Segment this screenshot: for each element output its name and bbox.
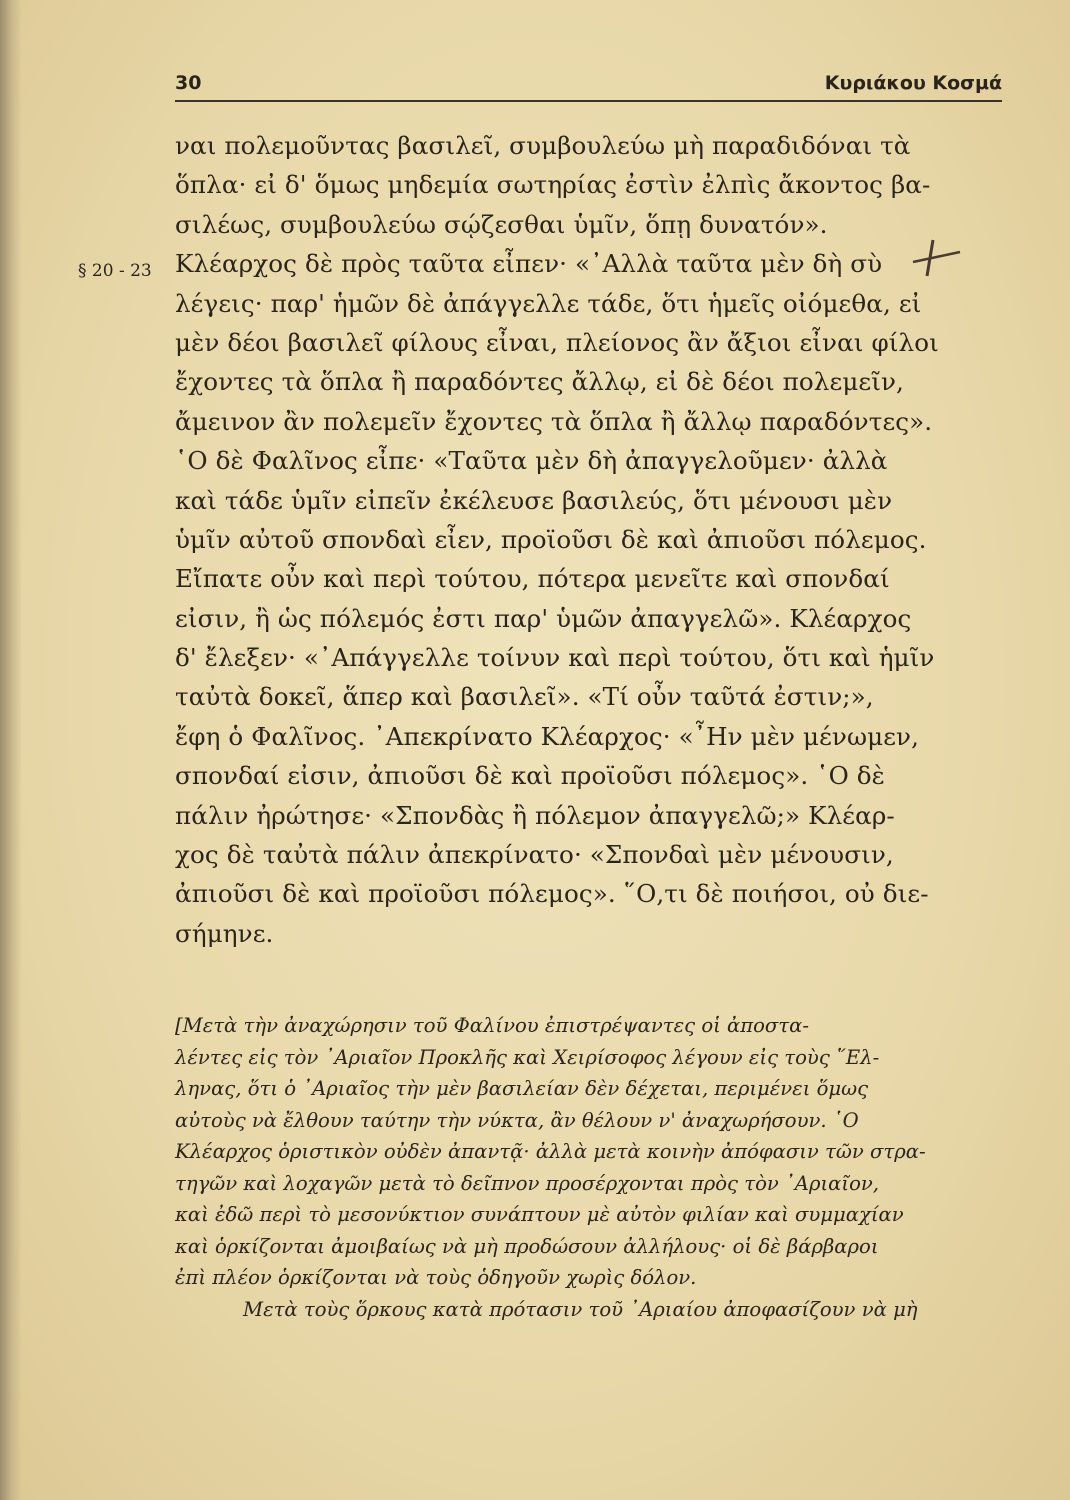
text-line: δ' ἔλεξεν· «᾿Απάγγελλε τοίνυν καὶ περὶ τούτου, ὅτι καὶ ἡμῖν xyxy=(175,643,935,673)
text-line: ἀπιοῦσι δὲ καὶ προϊοῦσι πόλεμος». ῞Ο,τι δὲ ποιήσοι, οὐ διε- xyxy=(175,879,929,909)
text-line: ἄμεινον ἂν πολεμεῖν ἔχοντες τὰ ὅπλα ἢ ἄλλῳ παραδόντες». xyxy=(175,406,933,436)
note-line: Μετὰ τοὺς ὅρκους κατὰ πρότασιν τοῦ ᾿Αριαίου ἀποφασίζουν νὰ μὴ xyxy=(243,1297,918,1321)
text-line: μὲν δέοι βασιλεῖ φίλους εἶναι, πλείονος ἂν ἄξιοι εἶναι φίλοι xyxy=(175,327,939,357)
text-line: ῾Ο δὲ Φαλῖνος εἶπε· «Ταῦτα μὲν δὴ ἀπαγγελοῦμεν· ἀλλὰ xyxy=(175,446,888,476)
text-line: σιλέως, συμβουλεύω σῴζεσθαι ὑμῖν, ὅπῃ δυνατόν». xyxy=(175,209,828,239)
text-line: ναι πολεμοῦντας βασιλεῖ, συμβουλεύω μὴ παραδιδόναι τὰ xyxy=(175,131,911,160)
note-line: [Μετὰ τὴν ἀναχώρησιν τοῦ Φαλίνου ἐπιστρέψαντες οἱ ἀποστα- xyxy=(175,1014,810,1037)
text-line: σπονδαί εἰσιν, ἀπιοῦσι δὲ καὶ προϊοῦσι πόλεμος». ῾Ο δὲ xyxy=(175,761,885,791)
text-line: Κλέαρχος δὲ πρὸς ταῦτα εἶπεν· «᾿Αλλὰ ταῦτα μὲν δὴ σὺ xyxy=(175,249,883,279)
text-line: ἔχοντες τὰ ὅπλα ἢ παραδόντες ἄλλῳ, εἰ δὲ δέοι πολεμεῖν, xyxy=(175,367,904,397)
page-number: 30 xyxy=(175,72,202,94)
text-line: χος δὲ ταὐτὰ πάλιν ἀπεκρίνατο· «Σπονδαὶ μὲν μένουσιν, xyxy=(175,840,894,870)
text-line: ὅπλα· εἰ δ' ὅμως μηδεμία σωτηρίας ἐστὶν ἐλπὶς ἄκοντος βα- xyxy=(175,170,931,200)
commentary-note xyxy=(175,1010,1002,1325)
text-line: λέγεις· παρ' ἡμῶν δὲ ἀπάγγελλε τάδε, ὅτι ἡμεῖς οἰόμεθα, εἰ xyxy=(175,288,922,318)
note-line: ἐπὶ πλέον ὁρκίζονται νὰ τοὺς ὁδηγοῦν χωρὶς δόλον. xyxy=(175,1266,697,1289)
running-head: Κυριάκου Κοσμά xyxy=(824,72,1002,94)
text-line: ἔφη ὁ Φαλῖνος. ᾿Απεκρίνατο Κλέαρχος· «῏Ην μὲν μένωμεν, xyxy=(175,721,920,751)
header-rule xyxy=(175,100,1002,102)
text-line: σήμηνε. xyxy=(175,918,274,948)
text-line: ὑμῖν αὐτοῦ σπονδαὶ εἶεν, προϊοῦσι δὲ καὶ ἀπιοῦσι πόλεμος. xyxy=(175,524,927,554)
note-line: ληνας, ὅτι ὁ ᾿Αριαῖος τὴν μὲν βασιλείαν δὲν δέχεται, περιμένει ὅμως xyxy=(175,1077,869,1100)
note-line: λέντες εἰς τὸν ᾿Αριαῖον Προκλῆς καὶ Χειρίσοφος λέγουν εἰς τοὺς ῞Ελ- xyxy=(175,1045,880,1069)
main-text xyxy=(175,126,1002,953)
note-line: τηγῶν καὶ λοχαγῶν μετὰ τὸ δεῖπνον προσέρχονται πρὸς τὸν ᾿Αριαῖον, xyxy=(175,1171,880,1195)
text-line: πάλιν ἠρώτησε· «Σπονδὰς ἢ πόλεμον ἀπαγγελῶ;» Κλέαρ- xyxy=(175,800,895,830)
section-mark: § 20 - 23 xyxy=(78,261,152,281)
text-line: εἰσιν, ἢ ὡς πόλεμός ἐστι παρ' ὑμῶν ἀπαγγελῶ». Κλέαρχος xyxy=(175,603,912,633)
pencil-mark-icon xyxy=(905,238,965,278)
page-binding-edge xyxy=(0,0,22,1500)
note-line: Κλέαρχος ὁριστικὸν οὐδὲν ἀπαντᾷ· ἀλλὰ μετὰ κοινὴν ἀπόφασιν τῶν στρα- xyxy=(175,1140,926,1163)
note-line: καὶ ὁρκίζονται ἀμοιβαίως νὰ μὴ προδώσουν ἀλλήλους· οἱ δὲ βάρβαροι xyxy=(175,1234,879,1258)
note-line: καὶ ἐδῶ περὶ τὸ μεσονύκτιον συνάπτουν μὲ αὐτὸν φιλίαν καὶ συμμαχίαν xyxy=(175,1203,904,1226)
text-line: ταὐτὰ δοκεῖ, ἅπερ καὶ βασιλεῖ». «Τί οὖν ταῦτά ἐστιν;», xyxy=(175,682,874,712)
text-line: Εἴπατε οὖν καὶ περὶ τούτου, πότερα μενεῖτε καὶ σπονδαί xyxy=(175,564,890,594)
page-header xyxy=(175,72,1002,100)
text-line: καὶ τάδε ὑμῖν εἰπεῖν ἐκέλευσε βασιλεύς, ὅτι μένουσι μὲν xyxy=(175,485,893,515)
note-line: αὐτοὺς νὰ ἔλθουν ταύτην τὴν νύκτα, ἂν θέλουν ν' ἀναχωρήσουν. ῾Ο xyxy=(175,1108,859,1132)
